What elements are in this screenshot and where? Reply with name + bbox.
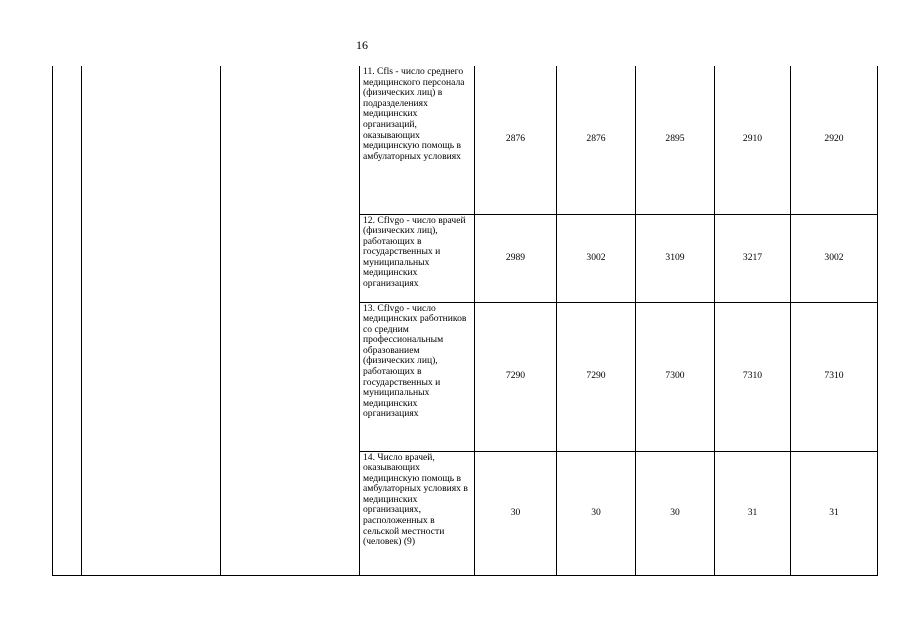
measure-cell xyxy=(221,66,360,575)
value-cell: 2920 xyxy=(791,66,878,214)
row-number-cell xyxy=(53,66,82,575)
indicator-name: 13. Cflvgo - число медицинских работников со средним профессиональным образованием (физических лиц), работающих в государственных и муниципальных медицинских организациях xyxy=(360,302,475,451)
value-cell: 7310 xyxy=(715,302,791,451)
indicators-table xyxy=(52,66,878,576)
value-cell: 2989 xyxy=(475,214,557,302)
value-cell: 3002 xyxy=(557,214,636,302)
value-cell: 7300 xyxy=(636,302,715,451)
value-cell: 2910 xyxy=(715,66,791,214)
indicator-name: 11. Cfls - число среднего медицинского персонала (физических лиц) в подразделениях медицинских организаций, оказывающих медицинскую помощь в амбулаторных условиях xyxy=(360,66,475,214)
value-cell: 7290 xyxy=(475,302,557,451)
value-cell: 3002 xyxy=(791,214,878,302)
program-cell xyxy=(82,66,221,575)
table-row xyxy=(53,66,878,214)
value-cell: 30 xyxy=(636,451,715,575)
value-cell: 2876 xyxy=(557,66,636,214)
value-cell: 30 xyxy=(557,451,636,575)
value-cell: 2876 xyxy=(475,66,557,214)
value-cell: 7290 xyxy=(557,302,636,451)
value-cell: 30 xyxy=(475,451,557,575)
value-cell: 7310 xyxy=(791,302,878,451)
value-cell: 2895 xyxy=(636,66,715,214)
value-cell: 31 xyxy=(791,451,878,575)
indicator-name: 12. Cflvgo - число врачей (физических лиц), работающих в государственных и муниципальных медицинских организациях xyxy=(360,214,475,302)
indicator-name: 14. Число врачей, оказывающих медицинскую помощь в амбулаторных условиях в медицинских организациях, расположенных в сельской местности (человек) (9) xyxy=(360,451,475,575)
page-number: 16 xyxy=(356,38,368,52)
value-cell: 3109 xyxy=(636,214,715,302)
value-cell: 31 xyxy=(715,451,791,575)
value-cell: 3217 xyxy=(715,214,791,302)
